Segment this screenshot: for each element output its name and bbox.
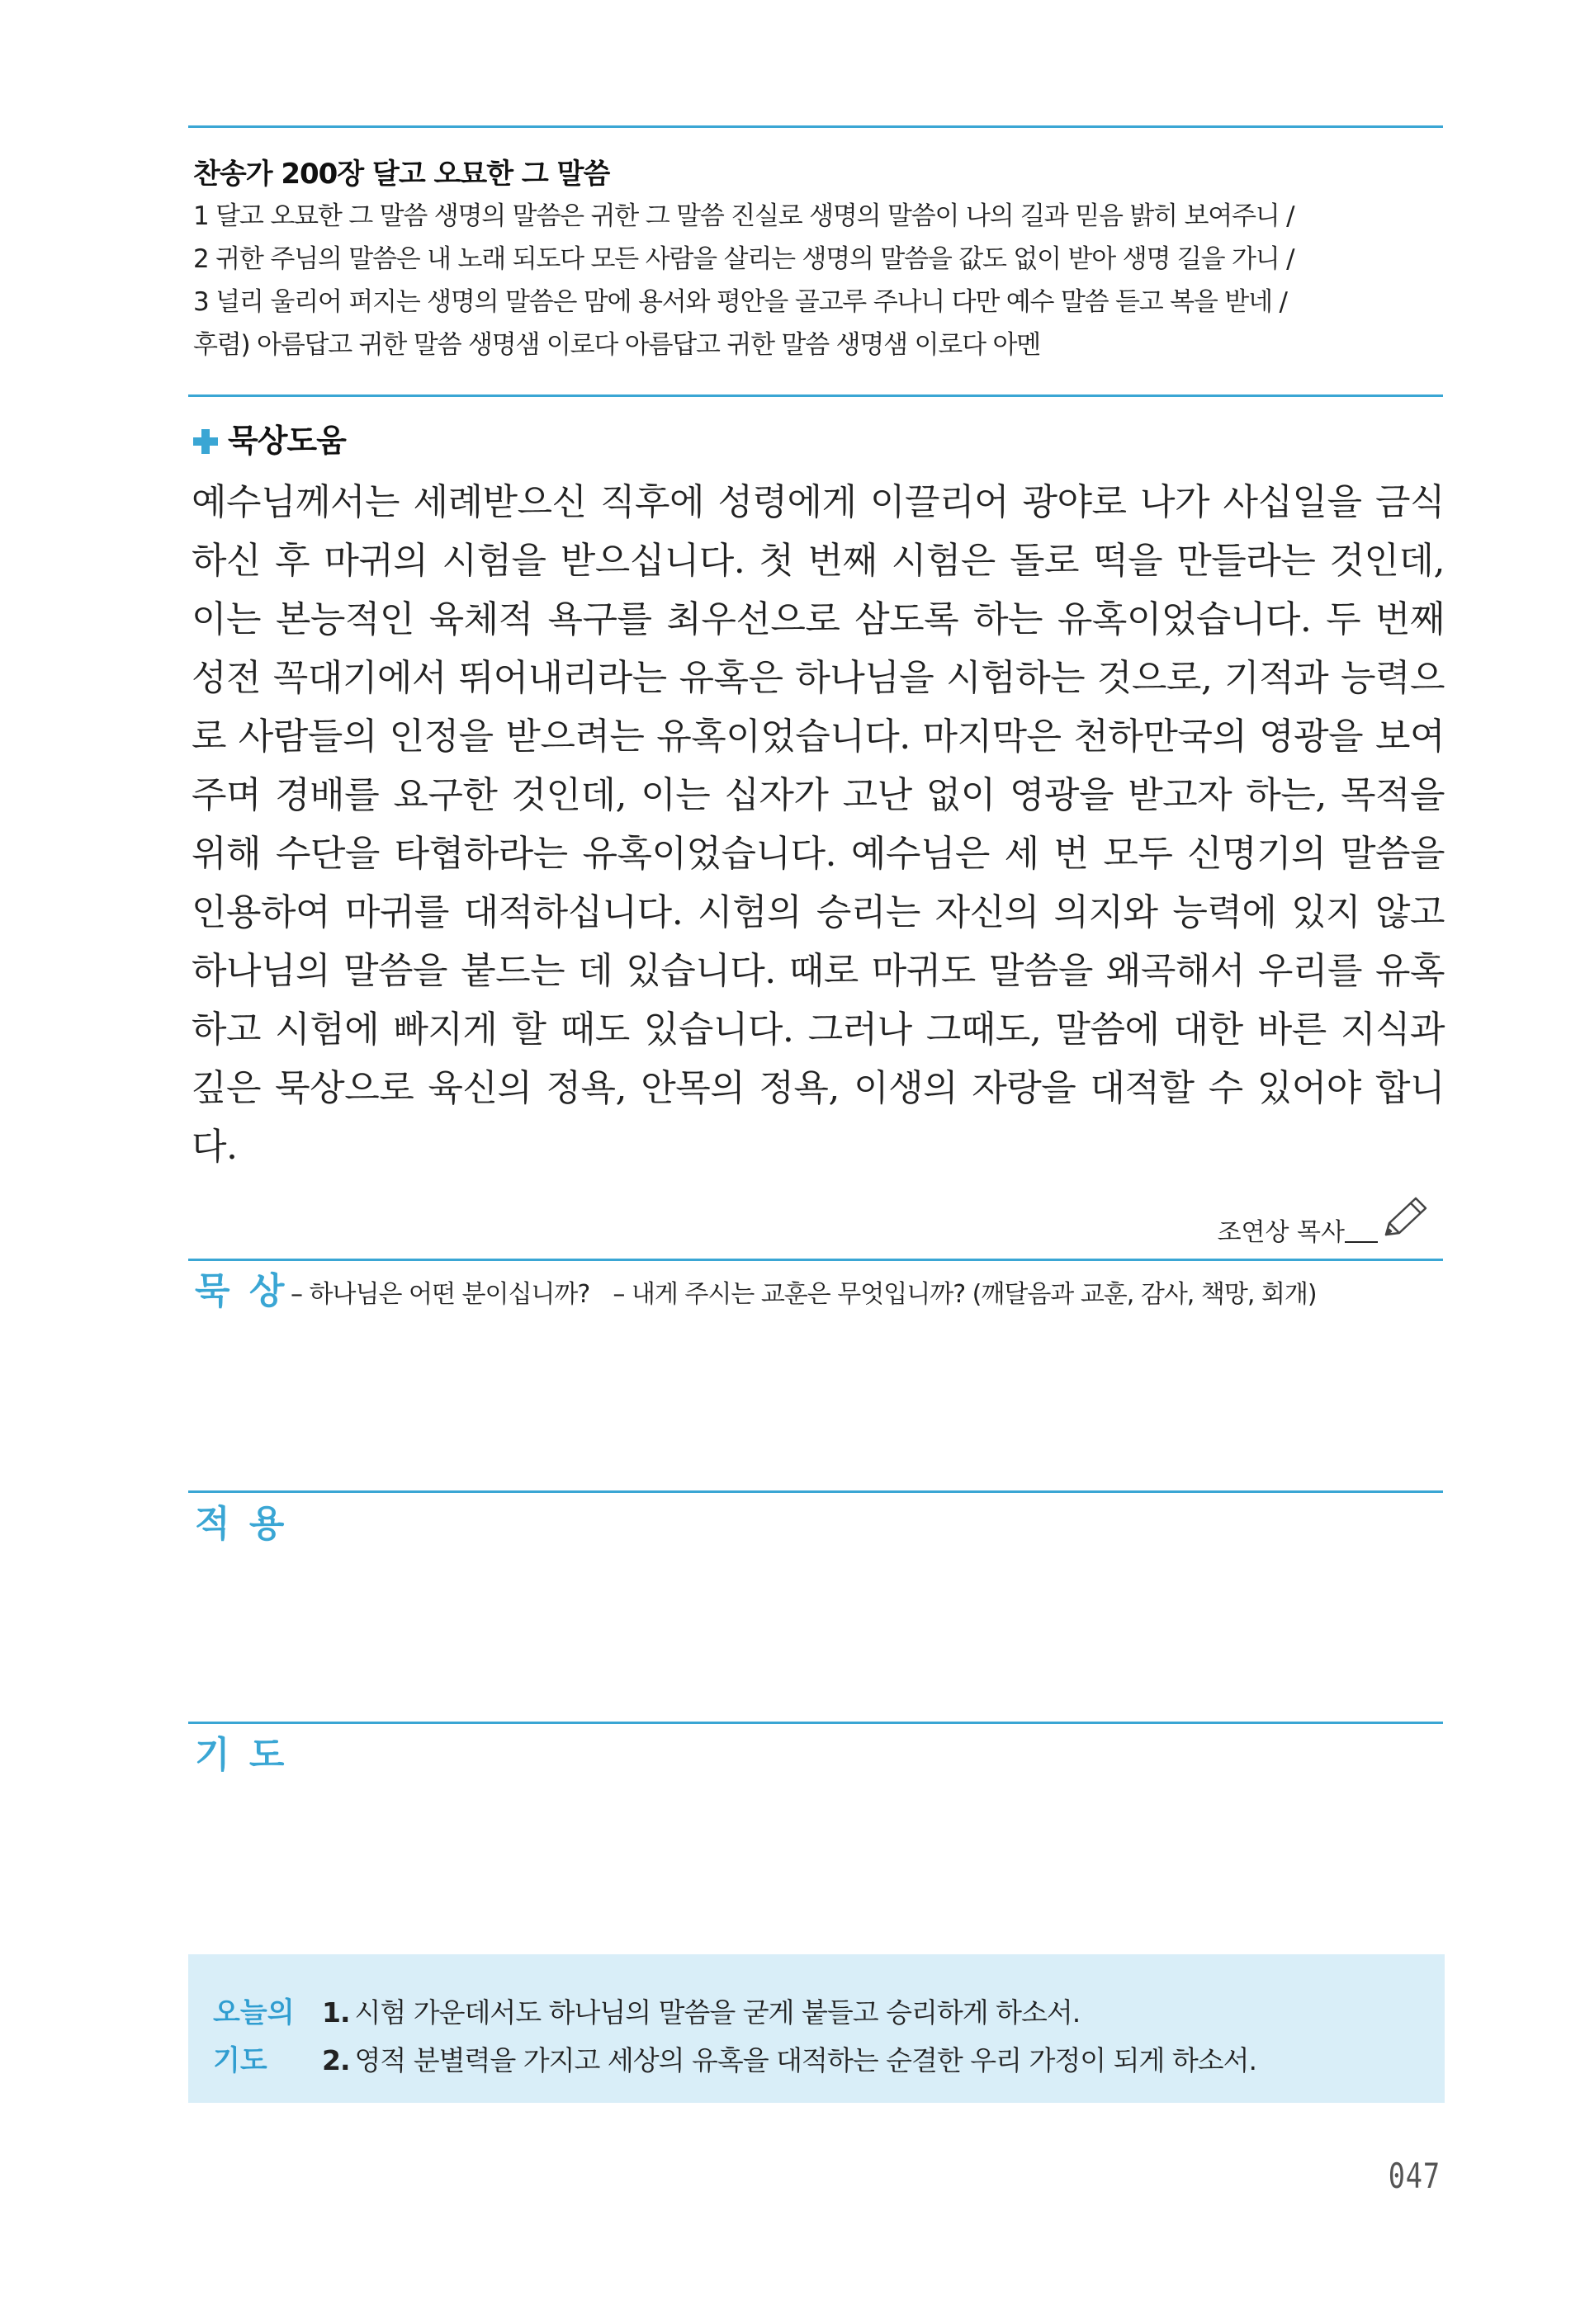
meditate-question-2: – 내게 주시는 교훈은 무엇입니까? (깨달음과 교훈, 감사, 책망, 회개) [613,1280,1317,1309]
signature-line [1345,1241,1378,1243]
meditate-prompts [291,1273,1317,1310]
page-number: 047 [1388,2156,1441,2196]
pray-writing-area[interactable] [188,1778,1443,1935]
today-prayer-list [322,1989,1256,2085]
hymn-verse-2: 2 귀한 주님의 말씀은 내 노래 되도다 모든 사람을 살리는 생명의 말씀을 값도 없이 받아 생명 길을 가니 / [193,244,1294,274]
author-name: 조연상 목사 [1217,1218,1345,1247]
hymn-divider [188,394,1443,397]
pencil-icon [1379,1193,1432,1248]
meditation-body: 예수님께서는 세례받으신 직후에 성령에게 이끌리어 광야로 나가 사십일을 금식하신 후 마귀의 시험을 받으십니다. 첫 번째 시험은 돌로 떡을 만들라는 것인데, 이는 본능적인 육체적 욕구를 최우선으로 삼도록 하는 유혹이었습니다. 두 번째 성전 꼭대기에서 뛰어내리라는 유혹은 하나님을 시험하는 것으로, 기적과 능력으로 사람들의 인정을 받으려는 유혹이었습니다. 마지막은 천하만국의 영광을 보여주며 경배를 요구한 것인데, 이는 십자가 고난 없이 영광을 받고자 하는, 목적을 위해 수단을 타협하라는 유혹이었습니다. 예수님은 세 번 모두 신명기의 말씀을 인용하여 마귀를 대적하십니다. 시험의 승리는 자신의 의지와 능력에 있지 않고 하나님의 말씀을 붙드는 데 있습니다. 때로 마귀도 말씀을 왜곡해서 우리를 유혹하고 시험에 빠지게 할 때도 있습니다. 그러나 그때도, 말씀에 대한 바른 지식과 깊은 묵상으로 육신의 정욕, 안목의 정욕, 이생의 자랑을 대적할 수 있어야 합니다. [192,481,1445,1168]
apply-writing-area[interactable] [188,1547,1443,1712]
meditate-label: 묵 상 [195,1270,288,1312]
prayer-item-2-num: 2. [322,2044,350,2076]
meditate-writing-area[interactable] [188,1320,1443,1486]
hymn-verse-3: 3 널리 울리어 퍼지는 생명의 말씀은 맘에 용서와 평안을 골고루 주나니 다만 예수 말씀 듣고 복을 받네 / [193,287,1287,317]
meditation-heading-text: 묵상도움 [228,423,346,459]
meditate-divider [188,1259,1443,1261]
hymn-verse-1: 1 달고 오묘한 그 말씀 생명의 말씀은 귀한 그 말씀 진실로 생명의 말씀이 나의 길과 믿음 밝히 보여주니 / [193,201,1294,231]
hymn-title: 찬송가 200장 달고 오묘한 그 말씀 [193,158,610,191]
hymn-chorus: 후렴) 아름답고 귀한 말씀 생명샘 이로다 아름답고 귀한 말씀 생명샘 이로다 아멘 [193,330,1040,360]
prayer-item-2-text: 영적 분별력을 가지고 세상의 유혹을 대적하는 순결한 우리 가정이 되게 하소서. [354,2044,1256,2076]
pray-divider [188,1722,1443,1724]
today-prayer-box [188,1954,1445,2103]
prayer-item-1 [322,1989,1256,2037]
prayer-item-1-num: 1. [322,1996,350,2029]
hymn-block [193,154,1441,366]
prayer-item-1-text: 시험 가운데서도 하나님의 말씀을 굳게 붙들고 승리하게 하소서. [354,1996,1081,2029]
plus-icon [193,429,218,454]
apply-divider [188,1490,1443,1493]
today-prayer-label: 오늘의 기도 [213,1996,295,2077]
pray-label: 기 도 [195,1734,288,1776]
meditation-heading [193,418,346,463]
meditate-question-1: – 하나님은 어떤 분이십니까? [291,1280,590,1309]
prayer-item-2 [322,2037,1256,2085]
apply-label: 적 용 [195,1503,288,1545]
author-signature [1218,1193,1432,1248]
top-divider [188,125,1443,128]
